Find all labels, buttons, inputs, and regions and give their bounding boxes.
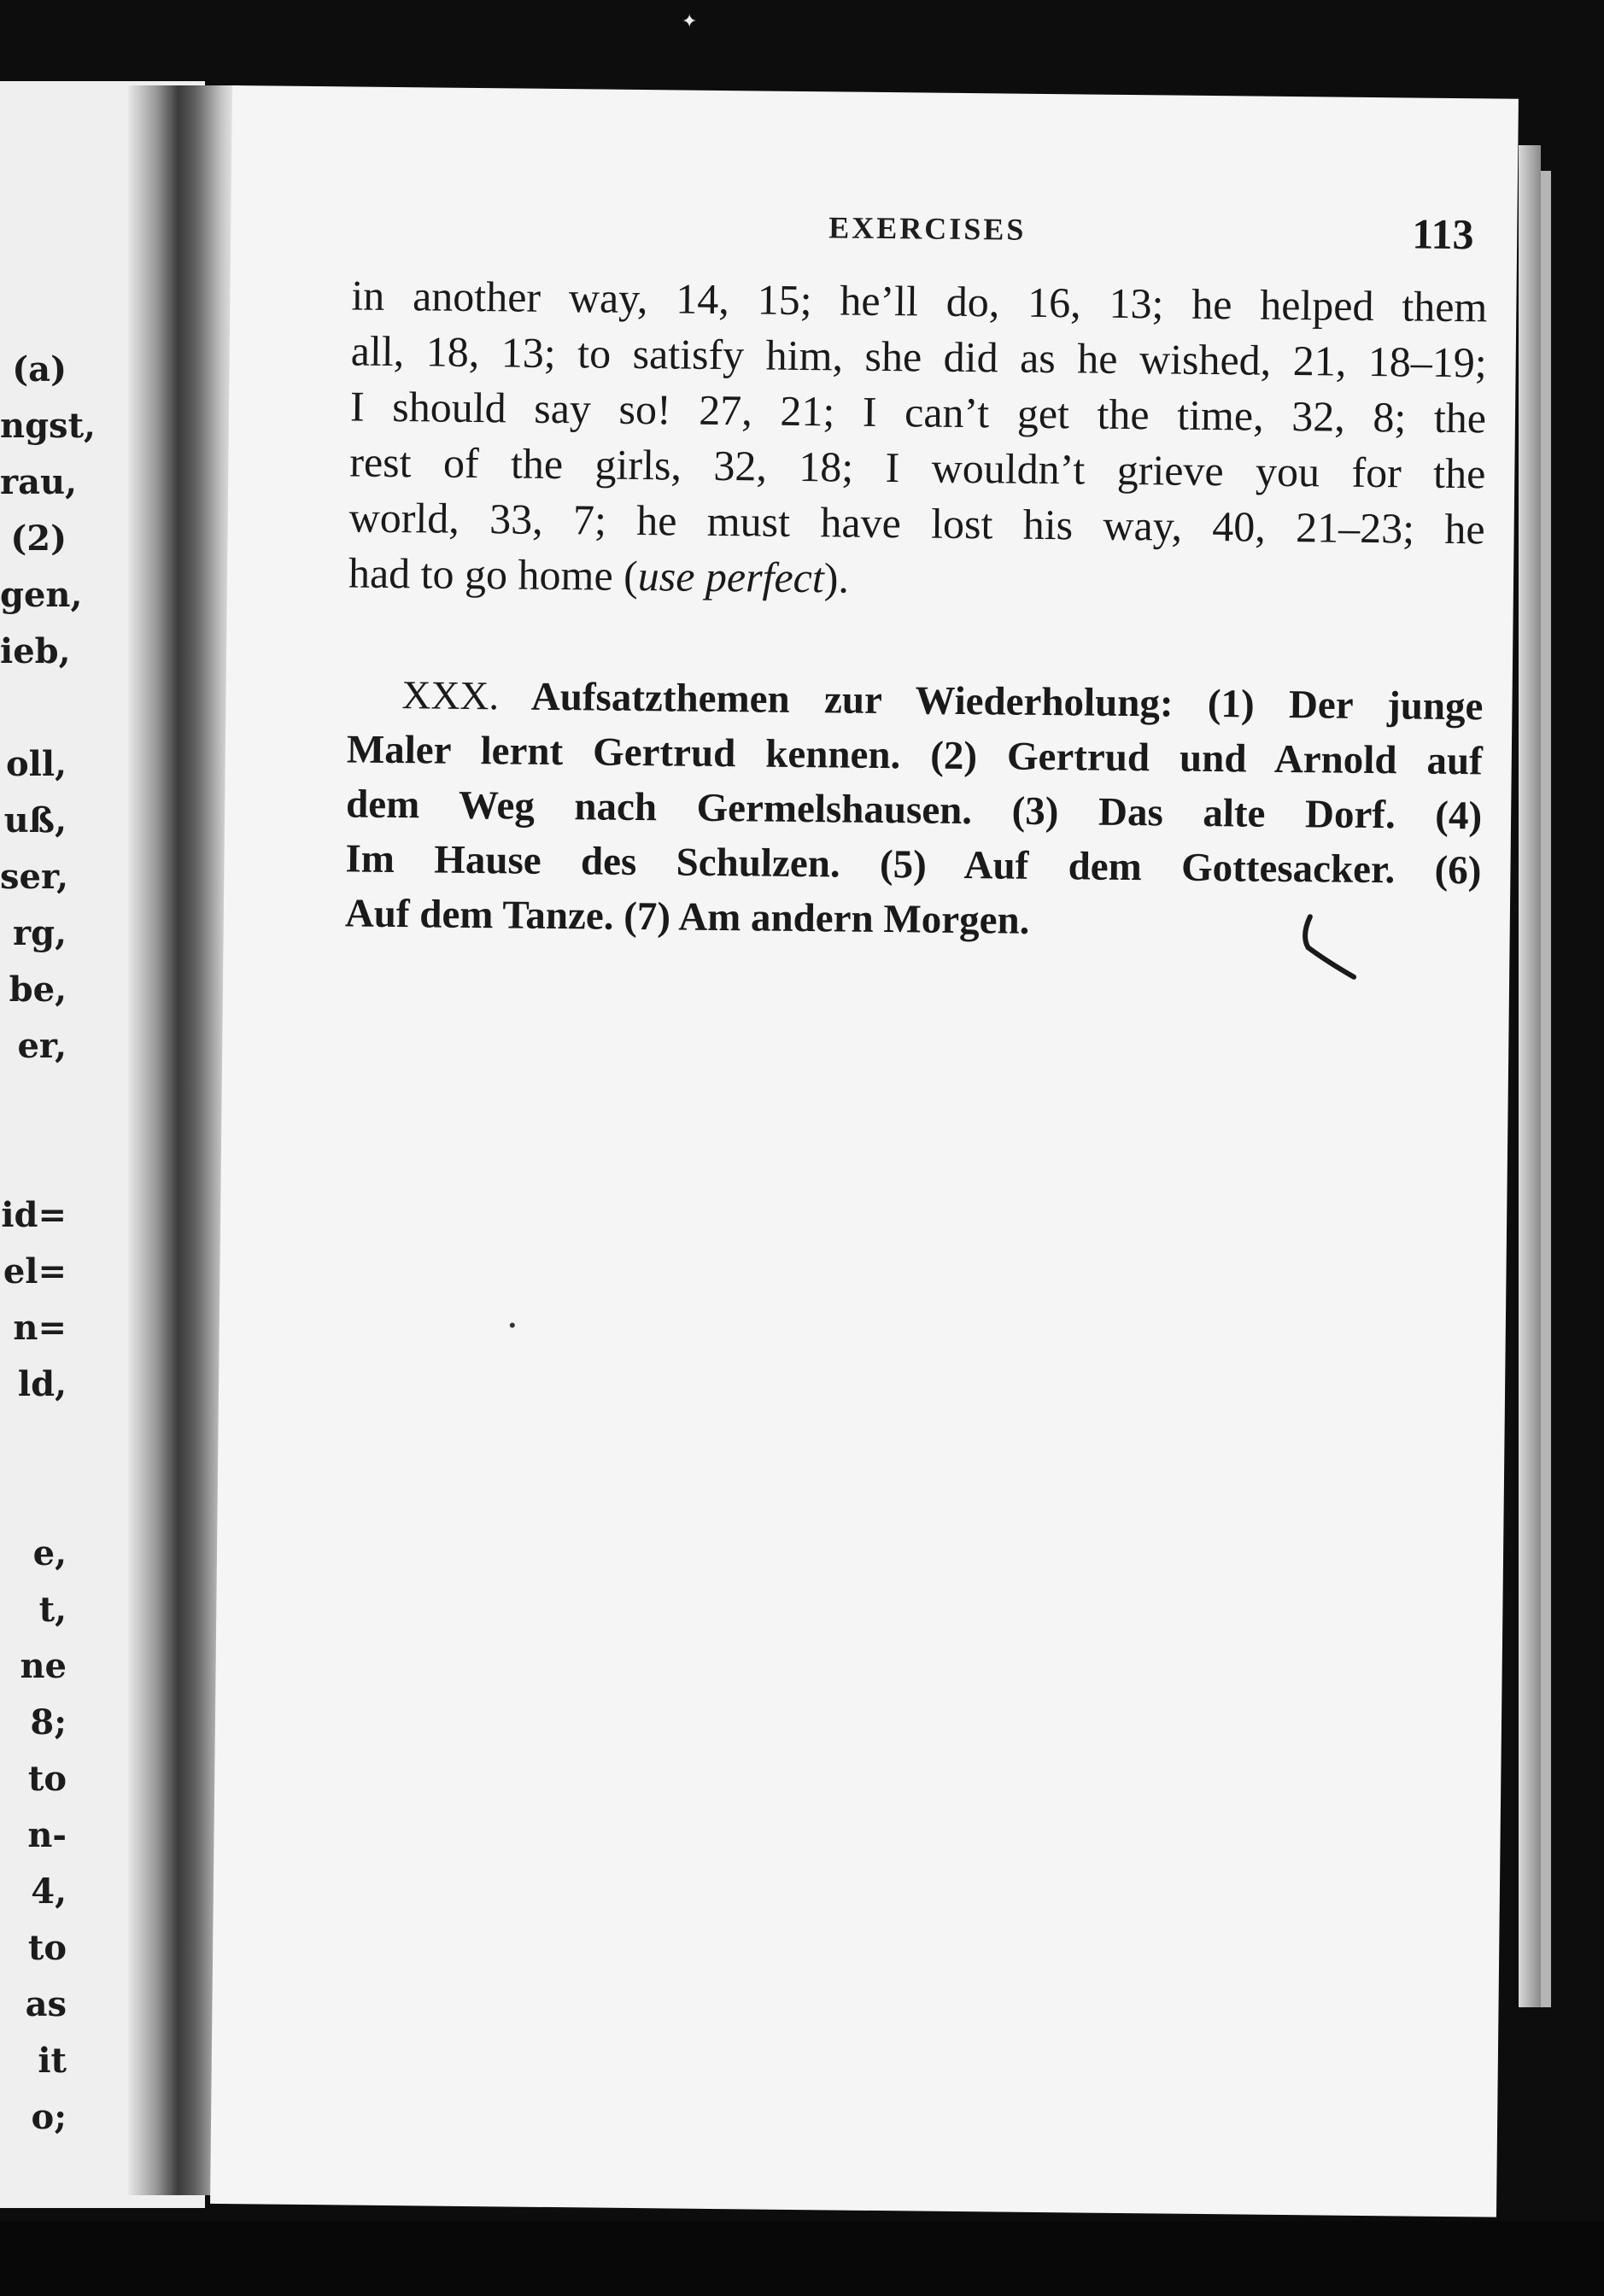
left-fragment: uß,: [3, 800, 67, 840]
page-number: 113: [1411, 209, 1474, 259]
text-line: in another way, 14, 15; he’ll do, 16, 13; he helped them: [351, 271, 1488, 331]
exercise-number: XXX.: [401, 673, 500, 719]
italic-instruction: use perfect: [637, 552, 825, 602]
text-line: Maler lernt Gertrud kennen. (2) Gertrud und Arnold auf: [346, 727, 1484, 784]
running-head: [231, 196, 1518, 278]
text-segment: had to go home (: [348, 548, 639, 600]
left-fragment: er,: [17, 1026, 67, 1066]
pencil-mark-icon: [1292, 910, 1370, 987]
left-fragment: ieb,: [0, 631, 71, 671]
left-fragment: [0, 1131, 67, 1187]
left-fragment: (a): [12, 349, 67, 390]
left-fragment: it: [38, 2041, 67, 2081]
text-line: Im Hause des Schulzen. (5) Auf dem Gottesacker. (6): [345, 836, 1482, 893]
left-fragment: [0, 1469, 67, 1526]
left-fragment: (2): [10, 518, 67, 559]
text-segment: Aufsatzthemen zur Wiederholung: (1) Der junge: [530, 674, 1484, 729]
text-line: I should say so! 27, 21; I can’t get the time, 32, 8; the: [349, 382, 1487, 442]
left-fragment: as: [25, 1984, 67, 2024]
left-fragment: 8;: [30, 1702, 67, 1742]
paper-speck: [510, 1322, 515, 1327]
left-fragment: ne: [20, 1646, 67, 1686]
left-fragment: [0, 1075, 67, 1131]
right-page: [210, 85, 1519, 2217]
left-fragment: t,: [38, 1590, 67, 1630]
section-title: EXERCISES: [828, 210, 1027, 247]
left-fragment: ser,: [0, 857, 69, 897]
text-line: all, 18, 13; to satisfy him, she did as he wished, 21, 18–19;: [350, 326, 1487, 387]
left-fragment: ld,: [17, 1364, 67, 1404]
text-segment: ).: [823, 554, 850, 602]
left-fragment: oll,: [6, 744, 67, 784]
scan-speck-icon: ✦: [682, 10, 698, 32]
left-page-text-fragments: [0, 342, 96, 2146]
left-fragment: to: [27, 1928, 67, 1968]
page-edge: [1519, 145, 1541, 2007]
text-line: Auf dem Tanze. (7) Am andern Morgen.: [344, 891, 1030, 943]
left-fragment: [0, 1413, 67, 1469]
left-fragment: be,: [9, 969, 67, 1010]
left-fragment: rg,: [13, 913, 67, 953]
left-fragment: ngst,: [0, 406, 96, 446]
left-fragment: 4,: [31, 1871, 67, 1912]
left-fragment: el=: [3, 1251, 67, 1292]
text-line: world, 33, 7; he must have lost his way, 40, 21–23; he: [348, 493, 1485, 554]
left-fragment: id=: [1, 1195, 67, 1235]
scan-border: [0, 2221, 1604, 2296]
page-edge: [1541, 171, 1551, 2007]
left-fragment: n-: [27, 1815, 67, 1855]
exercise-body: [345, 267, 1488, 952]
left-fragment: gen,: [0, 575, 83, 615]
left-fragment: to: [27, 1759, 67, 1799]
left-fragment: n=: [13, 1308, 67, 1348]
left-fragment: e,: [32, 1533, 67, 1573]
left-fragment: rau,: [0, 462, 77, 502]
text-line: rest of the girls, 32, 18; I wouldn’t grieve you for the: [349, 437, 1486, 498]
text-line: dem Weg nach Germelshausen. (3) Das alte Dorf. (4): [345, 782, 1483, 839]
left-fragment: [0, 680, 67, 736]
left-fragment: o;: [31, 2097, 67, 2137]
